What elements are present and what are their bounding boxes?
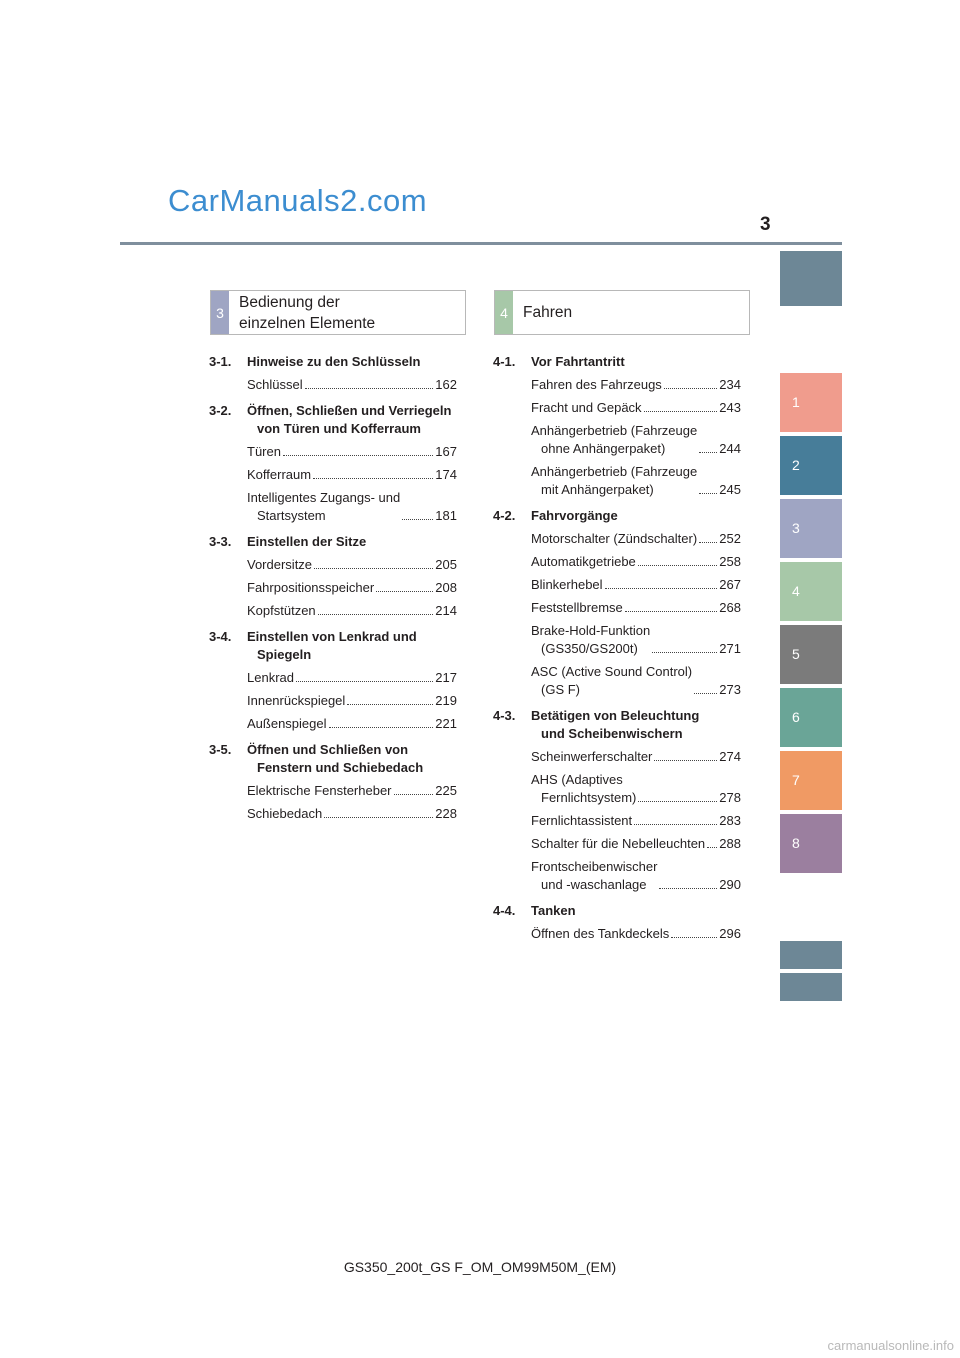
dot-leader	[659, 888, 717, 889]
toc-entry-label: Anhängerbetrieb (Fahrzeuge	[531, 423, 698, 438]
toc-page-number: 208	[435, 580, 457, 595]
dot-leader	[313, 478, 433, 479]
toc-entry-label: Fracht und Gepäck	[531, 400, 642, 415]
toc-entry[interactable]	[209, 669, 457, 687]
chapter-title: Fahrvorgänge	[531, 508, 618, 523]
dot-leader	[694, 693, 717, 694]
dot-leader	[638, 565, 718, 566]
chapter-heading	[493, 707, 741, 743]
chapter-number: 3-5.	[209, 742, 232, 757]
toc-entry-label: Innenrückspiegel	[247, 693, 346, 708]
chapter-number: 4-1.	[493, 354, 516, 369]
toc-entry[interactable]	[493, 622, 741, 658]
toc-page-number: 296	[719, 926, 741, 941]
toc-page-number: 258	[719, 554, 741, 569]
toc-entry-label: Fernlichtassistent	[531, 813, 633, 828]
toc-entry-label: Öffnen des Tankdeckels	[531, 926, 670, 941]
dot-leader	[394, 794, 434, 795]
chapter-heading	[209, 402, 457, 438]
dot-leader	[605, 588, 718, 589]
toc-entry[interactable]	[493, 599, 741, 617]
dot-leader	[402, 519, 433, 520]
chapter-title: Öffnen, Schließen und Verriegeln	[247, 403, 452, 418]
page-number: 3	[760, 214, 771, 235]
toc-entry[interactable]	[493, 663, 741, 699]
dot-leader	[654, 760, 717, 761]
dot-leader	[671, 937, 717, 938]
toc-entry-label: Automatikgetriebe	[531, 554, 636, 569]
toc-entry[interactable]	[209, 466, 457, 484]
toc-entry-label: Schalter für die Nebelleuchten	[531, 836, 706, 851]
toc-entry-label: Kofferraum	[247, 467, 312, 482]
chapter-title-cont: Fenstern und Schiebedach	[257, 760, 424, 775]
section-header-3	[210, 290, 466, 335]
chapter-tab-8[interactable]: 8	[780, 814, 842, 873]
toc-entry-label-cont: und -waschanlage	[541, 877, 647, 892]
toc-page-number: 205	[435, 557, 457, 572]
chapter-number: 4-3.	[493, 708, 516, 723]
toc-page-number: 283	[719, 813, 741, 828]
dot-leader	[634, 824, 717, 825]
chapter-heading	[209, 628, 457, 664]
chapter-title-cont: von Türen und Kofferraum	[257, 421, 421, 436]
chapter-title: Einstellen der Sitze	[247, 534, 367, 549]
toc-entry[interactable]	[209, 556, 457, 574]
dot-leader	[699, 493, 717, 494]
toc-entry-label: Elektrische Fensterheber	[247, 783, 392, 798]
section-number: 4	[495, 291, 513, 334]
chapter-title: Öffnen und Schließen von	[247, 742, 409, 757]
toc-entry[interactable]	[493, 553, 741, 571]
dot-leader	[329, 727, 434, 728]
toc-entry-label: Vordersitze	[247, 557, 313, 572]
toc-entry-label: Lenkrad	[247, 670, 294, 685]
toc-column-section-3	[209, 353, 457, 823]
chapter-heading	[493, 507, 741, 525]
toc-entry[interactable]	[209, 805, 457, 823]
chapter-number: 3-3.	[209, 534, 232, 549]
dot-leader	[664, 388, 718, 389]
section-title: Fahren	[523, 304, 573, 321]
toc-entry[interactable]	[493, 925, 741, 943]
chapter-title: Tanken	[531, 903, 576, 918]
toc-entry-label: Türen	[247, 444, 281, 459]
toc-entry-label: Feststellbremse	[531, 600, 623, 615]
toc-page-number: 252	[719, 531, 741, 546]
toc-page-number: 174	[435, 467, 457, 482]
toc-entry[interactable]	[493, 748, 741, 766]
chapter-tab-3[interactable]: 3	[780, 499, 842, 558]
toc-entry-label: Kopfstützen	[247, 603, 316, 618]
toc-page-number: 278	[719, 790, 741, 805]
toc-page-number: 243	[719, 400, 741, 415]
toc-entry-label-cont: mit Anhängerpaket)	[541, 482, 654, 497]
toc-entry-label: Schiebedach	[247, 806, 323, 821]
chapter-title: Einstellen von Lenkrad und	[247, 629, 417, 644]
toc-page-number: 228	[435, 806, 457, 821]
toc-page-number: 290	[719, 877, 741, 892]
toc-page-number: 221	[435, 716, 457, 731]
toc-page-number: 219	[435, 693, 457, 708]
toc-entry[interactable]	[493, 771, 741, 807]
toc-entry-label-cont: Fernlichtsystem)	[541, 790, 637, 805]
toc-entry[interactable]	[209, 443, 457, 461]
toc-entry-label: Blinkerhebel	[531, 577, 603, 592]
toc-entry-label: ASC (Active Sound Control)	[531, 664, 693, 679]
chapter-number: 4-2.	[493, 508, 516, 523]
chapter-tab-4[interactable]: 4	[780, 562, 842, 621]
chapter-tab-blank[interactable]	[780, 973, 842, 1001]
toc-entry-label: Fahren des Fahrzeugs	[531, 377, 662, 392]
dot-leader	[314, 568, 433, 569]
toc-page-number: 225	[435, 783, 457, 798]
dot-leader	[283, 455, 433, 456]
dot-leader	[625, 611, 718, 612]
chapter-heading	[209, 741, 457, 777]
watermark-logo: CarManuals2.com	[168, 183, 428, 218]
toc-entry[interactable]	[493, 530, 741, 548]
dot-leader	[638, 801, 717, 802]
toc-entry[interactable]	[209, 579, 457, 597]
dot-leader	[296, 681, 433, 682]
section-header-4	[494, 290, 750, 335]
dot-leader	[652, 652, 717, 653]
chapter-number: 3-1.	[209, 354, 232, 369]
toc-page-number: 234	[719, 377, 741, 392]
chapter-title-cont: und Scheibenwischern	[541, 726, 683, 741]
section-title: Bedienung der einzelnen Elemente	[239, 293, 376, 332]
toc-entry-label: Motorschalter (Zündschalter)	[531, 531, 698, 546]
toc-entry[interactable]	[209, 782, 457, 800]
toc-page-number: 181	[435, 508, 457, 523]
watermark-footer: carmanualsonline.info	[827, 1338, 954, 1353]
toc-entry-label-cont: (GS F)	[541, 682, 580, 697]
toc-entry-label-cont: ohne Anhängerpaket)	[541, 441, 666, 456]
chapter-tab-2[interactable]: 2	[780, 436, 842, 495]
toc-entry-label-cont: Startsystem	[257, 508, 326, 523]
toc-entry-label: Anhängerbetrieb (Fahrzeuge	[531, 464, 698, 479]
chapter-tab-1[interactable]: 1	[780, 373, 842, 432]
dot-leader	[305, 388, 434, 389]
dot-leader	[347, 704, 433, 705]
chapter-title-cont: Spiegeln	[257, 647, 312, 662]
toc-entry[interactable]	[493, 463, 741, 499]
toc-page-number: 245	[719, 482, 741, 497]
toc-entry-label: Schlüssel	[247, 377, 303, 392]
chapter-number: 3-4.	[209, 629, 232, 644]
toc-entry[interactable]	[209, 715, 457, 733]
toc-entry-label: Außenspiegel	[247, 716, 327, 731]
chapter-tab-7[interactable]: 7	[780, 751, 842, 810]
chapter-tab-6[interactable]: 6	[780, 688, 842, 747]
toc-entry-label: Intelligentes Zugangs- und	[247, 490, 401, 505]
chapter-heading	[209, 533, 457, 551]
toc-page-number: 271	[719, 641, 741, 656]
chapter-number: 3-2.	[209, 403, 232, 418]
toc-entry-label: Frontscheibenwischer	[531, 859, 658, 874]
toc-entry[interactable]	[209, 692, 457, 710]
chapter-heading	[493, 902, 741, 920]
toc-entry[interactable]	[209, 376, 457, 394]
toc-column-section-4	[493, 353, 741, 943]
toc-entry[interactable]	[493, 576, 741, 594]
toc-entry[interactable]	[209, 489, 457, 525]
chapter-heading	[209, 353, 457, 371]
dot-leader	[644, 411, 718, 412]
chapter-title: Vor Fahrtantritt	[531, 354, 625, 369]
document-footer: GS350_200t_GS F_OM_OM99M50M_(EM)	[343, 1259, 617, 1275]
toc-page-number: 288	[719, 836, 741, 851]
dot-leader	[376, 591, 433, 592]
toc-page-number: 214	[435, 603, 457, 618]
chapter-tab-5[interactable]: 5	[780, 625, 842, 684]
toc-page-number: 274	[719, 749, 741, 764]
toc-page-number: 162	[435, 377, 457, 392]
toc-entry[interactable]	[493, 376, 741, 394]
dot-leader	[707, 847, 717, 848]
dot-leader	[699, 452, 717, 453]
toc-page-number: 217	[435, 670, 457, 685]
chapter-tab-blank[interactable]	[780, 251, 842, 306]
toc-entry[interactable]	[493, 858, 741, 894]
toc-entry-label: Fahrpositionsspeicher	[247, 580, 375, 595]
chapter-tab-blank[interactable]	[780, 941, 842, 969]
toc-page-number: 244	[719, 441, 741, 456]
chapter-title: Hinweise zu den Schlüsseln	[247, 354, 421, 369]
chapter-number: 4-4.	[493, 903, 516, 918]
toc-entry[interactable]	[209, 602, 457, 620]
toc-entry-label-cont: (GS350/GS200t)	[541, 641, 638, 656]
toc-entry[interactable]	[493, 422, 741, 458]
toc-entry-label: Brake-Hold-Funktion	[531, 623, 651, 638]
header-rule	[120, 242, 842, 245]
section-number: 3	[211, 291, 229, 334]
toc-page-number: 167	[435, 444, 457, 459]
toc-entry[interactable]	[493, 399, 741, 417]
chapter-heading	[493, 353, 741, 371]
chapter-title: Betätigen von Beleuchtung	[531, 708, 700, 723]
toc-entry-label: AHS (Adaptives	[531, 772, 623, 787]
dot-leader	[324, 817, 433, 818]
toc-page-number: 268	[719, 600, 741, 615]
toc-entry[interactable]	[493, 812, 741, 830]
toc-page-number: 273	[719, 682, 741, 697]
toc-entry-label: Scheinwerferschalter	[531, 749, 653, 764]
toc-entry[interactable]	[493, 835, 741, 853]
dot-leader	[699, 542, 717, 543]
dot-leader	[318, 614, 434, 615]
toc-page-number: 267	[719, 577, 741, 592]
